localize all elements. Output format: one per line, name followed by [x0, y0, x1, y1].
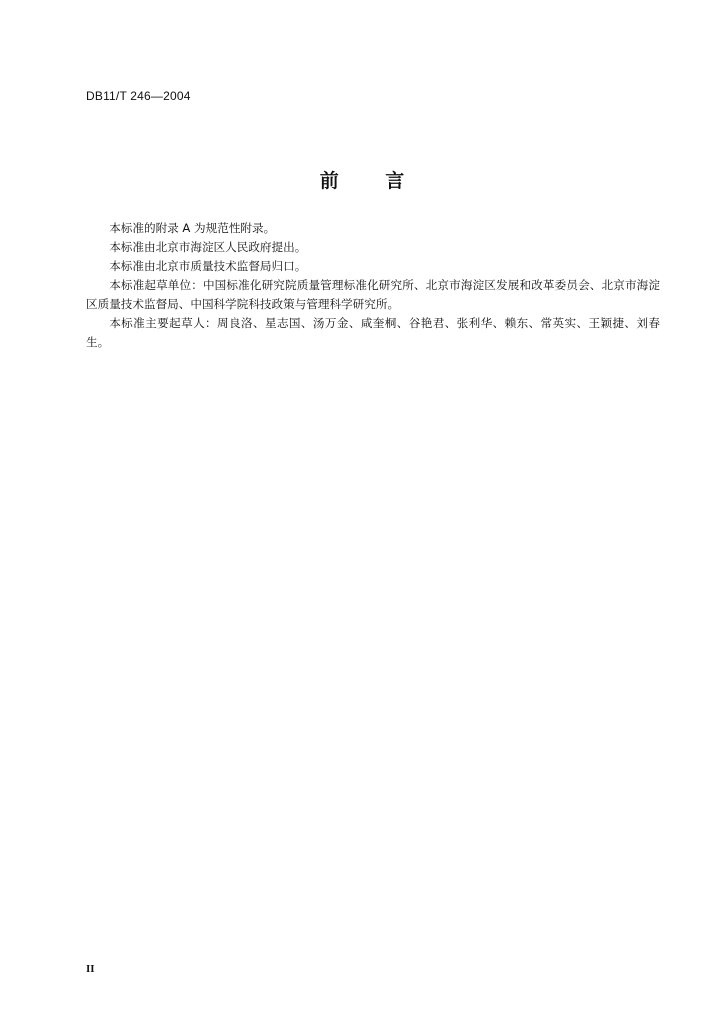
paragraph-proposed-by: 本标准由北京市海淀区人民政府提出。 — [109, 240, 307, 254]
paragraph-administered-by: 本标准由北京市质量技术监督局归口。 — [109, 259, 307, 273]
paragraph-drafters: 本标准主要起草人：周良洛、星志国、汤万金、咸奎桐、谷艳君、张利华、赖东、常英实、王颖捷、刘春生。 — [86, 316, 660, 349]
page-title: 前 言 — [319, 170, 425, 192]
foreword-body — [86, 219, 660, 352]
paragraph-appendix: 本标准的附录 A 为规范性附录。 — [109, 221, 276, 235]
document-code: DB11/T 246—2004 — [86, 89, 191, 103]
paragraph-drafting-units: 本标准起草单位：中国标准化研究院质量管理标准化研究所、北京市海淀区发展和改革委员会、北京市海淀区质量技术监督局、中国科学院科技政策与管理科学研究所。 — [86, 278, 660, 311]
page-number: II — [86, 963, 95, 975]
